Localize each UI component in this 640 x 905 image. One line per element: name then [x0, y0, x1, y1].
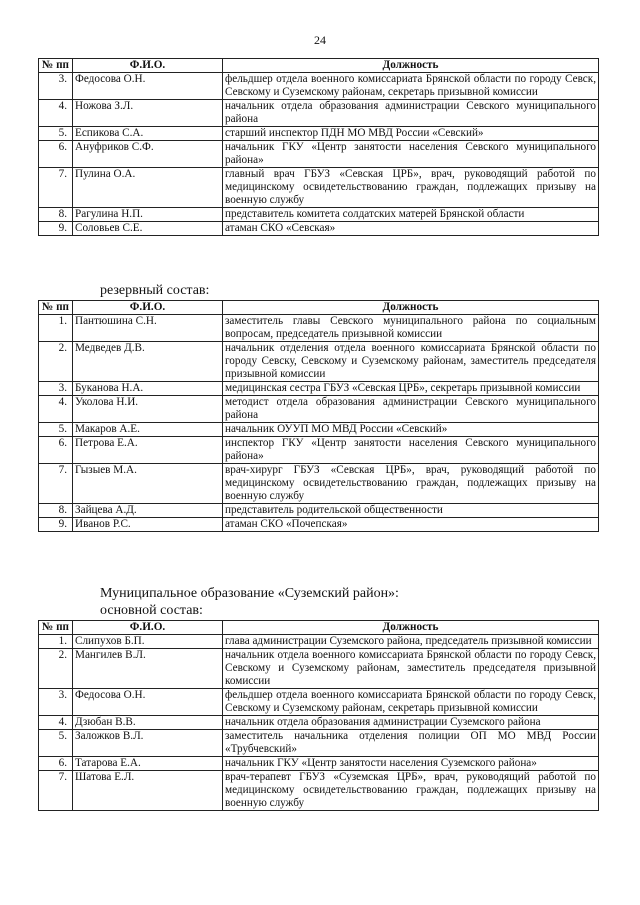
- reserve-heading: резервный состав:: [100, 283, 210, 298]
- table-row: [39, 222, 599, 236]
- member-name: Татарова Е.А.: [73, 757, 223, 771]
- row-number: 7.: [39, 464, 73, 504]
- table-row: [39, 168, 599, 208]
- member-position: врач-хирург ГБУЗ «Севская ЦРБ», врач, руководящий работой по медицинскому освидетельствованию граждан, подлежащих призыву на военную службу: [223, 464, 599, 504]
- member-position: представитель комитета солдатских матерей Брянской области: [223, 208, 599, 222]
- commission-table-main: [38, 58, 599, 236]
- header-position: Должность: [223, 621, 599, 635]
- member-name: Шатова Е.Л.: [73, 771, 223, 811]
- header-name: Ф.И.О.: [73, 621, 223, 635]
- member-position: методист отдела образования администрации Севского муниципального района: [223, 396, 599, 423]
- table-row: [39, 100, 599, 127]
- row-number: 4.: [39, 716, 73, 730]
- member-position: врач-терапевт ГБУЗ «Суземская ЦРБ», врач, руководящий работой по медицинскому освидетельствованию граждан, подлежащих призыву на военную службу: [223, 771, 599, 811]
- member-name: Мангилев В.Л.: [73, 649, 223, 689]
- header-num: № пп: [39, 621, 73, 635]
- page-number: 24: [314, 33, 326, 47]
- row-number: 2.: [39, 342, 73, 382]
- row-number: 4.: [39, 396, 73, 423]
- header-name: Ф.И.О.: [73, 59, 223, 73]
- row-number: 5.: [39, 423, 73, 437]
- table-row: [39, 504, 599, 518]
- member-name: Медведев Д.В.: [73, 342, 223, 382]
- member-name: Ножова З.Л.: [73, 100, 223, 127]
- row-number: 8.: [39, 208, 73, 222]
- municipal-heading: Муниципальное образование «Суземский район»:: [100, 586, 399, 601]
- row-number: 4.: [39, 100, 73, 127]
- member-name: Федосова О.Н.: [73, 73, 223, 100]
- main-composition-heading: основной состав:: [100, 603, 203, 618]
- row-number: 3.: [39, 382, 73, 396]
- table-row: [39, 757, 599, 771]
- table-row: [39, 437, 599, 464]
- table-row: [39, 635, 599, 649]
- row-number: 1.: [39, 635, 73, 649]
- header-num: № пп: [39, 59, 73, 73]
- member-name: Федосова О.Н.: [73, 689, 223, 716]
- table-row: [39, 518, 599, 532]
- row-number: 5.: [39, 127, 73, 141]
- table-row: [39, 315, 599, 342]
- member-name: Дзюбан В.В.: [73, 716, 223, 730]
- row-number: 3.: [39, 73, 73, 100]
- table-row: [39, 649, 599, 689]
- member-name: Ануфриков С.Ф.: [73, 141, 223, 168]
- member-position: начальник ОУУП МО МВД России «Севский»: [223, 423, 599, 437]
- table-row: [39, 141, 599, 168]
- member-position: начальник ГКУ «Центр занятости населения Суземского района»: [223, 757, 599, 771]
- member-name: Рагулина Н.П.: [73, 208, 223, 222]
- row-number: 6.: [39, 141, 73, 168]
- row-number: 7.: [39, 168, 73, 208]
- table-header-row: [39, 301, 599, 315]
- member-name: Заложков В.Л.: [73, 730, 223, 757]
- row-number: 5.: [39, 730, 73, 757]
- table-header-row: [39, 59, 599, 73]
- member-name: Еспикова С.А.: [73, 127, 223, 141]
- table-row: [39, 716, 599, 730]
- member-name: Макаров А.Е.: [73, 423, 223, 437]
- header-num: № пп: [39, 301, 73, 315]
- table-row: [39, 342, 599, 382]
- table-row: [39, 127, 599, 141]
- row-number: 9.: [39, 222, 73, 236]
- member-position: начальник отдела военного комиссариата Брянской области по городу Севск, Севскому и Суземскому районам, заместитель председателя призывной комиссии: [223, 649, 599, 689]
- member-name: Слипухов Б.П.: [73, 635, 223, 649]
- table-row: [39, 423, 599, 437]
- member-name: Гызыев М.А.: [73, 464, 223, 504]
- member-name: Соловьев С.Е.: [73, 222, 223, 236]
- row-number: 6.: [39, 757, 73, 771]
- member-position: начальник отдела образования администрации Севского муниципального района: [223, 100, 599, 127]
- member-position: начальник ГКУ «Центр занятости населения Севского муниципального района»: [223, 141, 599, 168]
- member-name: Петрова Е.А.: [73, 437, 223, 464]
- header-position: Должность: [223, 59, 599, 73]
- row-number: 8.: [39, 504, 73, 518]
- member-position: атаман СКО «Севская»: [223, 222, 599, 236]
- member-name: Буканова Н.А.: [73, 382, 223, 396]
- member-position: атаман СКО «Почепская»: [223, 518, 599, 532]
- table-row: [39, 382, 599, 396]
- member-position: глава администрации Суземского района, председатель призывной комиссии: [223, 635, 599, 649]
- table-row: [39, 689, 599, 716]
- member-position: инспектор ГКУ «Центр занятости населения Севского муниципального района»: [223, 437, 599, 464]
- row-number: 7.: [39, 771, 73, 811]
- commission-table-suzemka: [38, 620, 599, 811]
- row-number: 3.: [39, 689, 73, 716]
- row-number: 9.: [39, 518, 73, 532]
- member-position: медицинская сестра ГБУЗ «Севская ЦРБ», секретарь призывной комиссии: [223, 382, 599, 396]
- member-name: Иванов Р.С.: [73, 518, 223, 532]
- header-position: Должность: [223, 301, 599, 315]
- row-number: 2.: [39, 649, 73, 689]
- row-number: 1.: [39, 315, 73, 342]
- header-name: Ф.И.О.: [73, 301, 223, 315]
- table-row: [39, 396, 599, 423]
- member-name: Зайцева А.Д.: [73, 504, 223, 518]
- table-row: [39, 730, 599, 757]
- member-position: фельдшер отдела военного комиссариата Брянской области по городу Севск, Севскому и Суземскому районам, секретарь призывной комиссии: [223, 689, 599, 716]
- member-position: заместитель начальника отделения полиции ОП МО МВД России «Трубчевский»: [223, 730, 599, 757]
- member-position: старший инспектор ПДН МО МВД России «Севский»: [223, 127, 599, 141]
- member-position: главный врач ГБУЗ «Севская ЦРБ», врач, руководящий работой по медицинскому освидетельствованию граждан, подлежащих призыву на военную службу: [223, 168, 599, 208]
- member-name: Уколова Н.И.: [73, 396, 223, 423]
- table-row: [39, 464, 599, 504]
- member-position: начальник отделения отдела военного комиссариата Брянской области по городу Севску, Севскому и Суземскому районам, заместитель председателя призывной комиссии: [223, 342, 599, 382]
- table-row: [39, 771, 599, 811]
- table-row: [39, 208, 599, 222]
- member-name: Пулина О.А.: [73, 168, 223, 208]
- member-position: начальник отдела образования администрации Суземского района: [223, 716, 599, 730]
- member-name: Пантюшина С.Н.: [73, 315, 223, 342]
- table-header-row: [39, 621, 599, 635]
- member-position: представитель родительской общественности: [223, 504, 599, 518]
- row-number: 6.: [39, 437, 73, 464]
- table-row: [39, 73, 599, 100]
- member-position: заместитель главы Севского муниципального района по социальным вопросам, председатель призывной комиссии: [223, 315, 599, 342]
- member-position: фельдшер отдела военного комиссариата Брянской области по городу Севск, Севскому и Суземскому районам, секретарь призывной комиссии: [223, 73, 599, 100]
- commission-table-reserve: [38, 300, 599, 532]
